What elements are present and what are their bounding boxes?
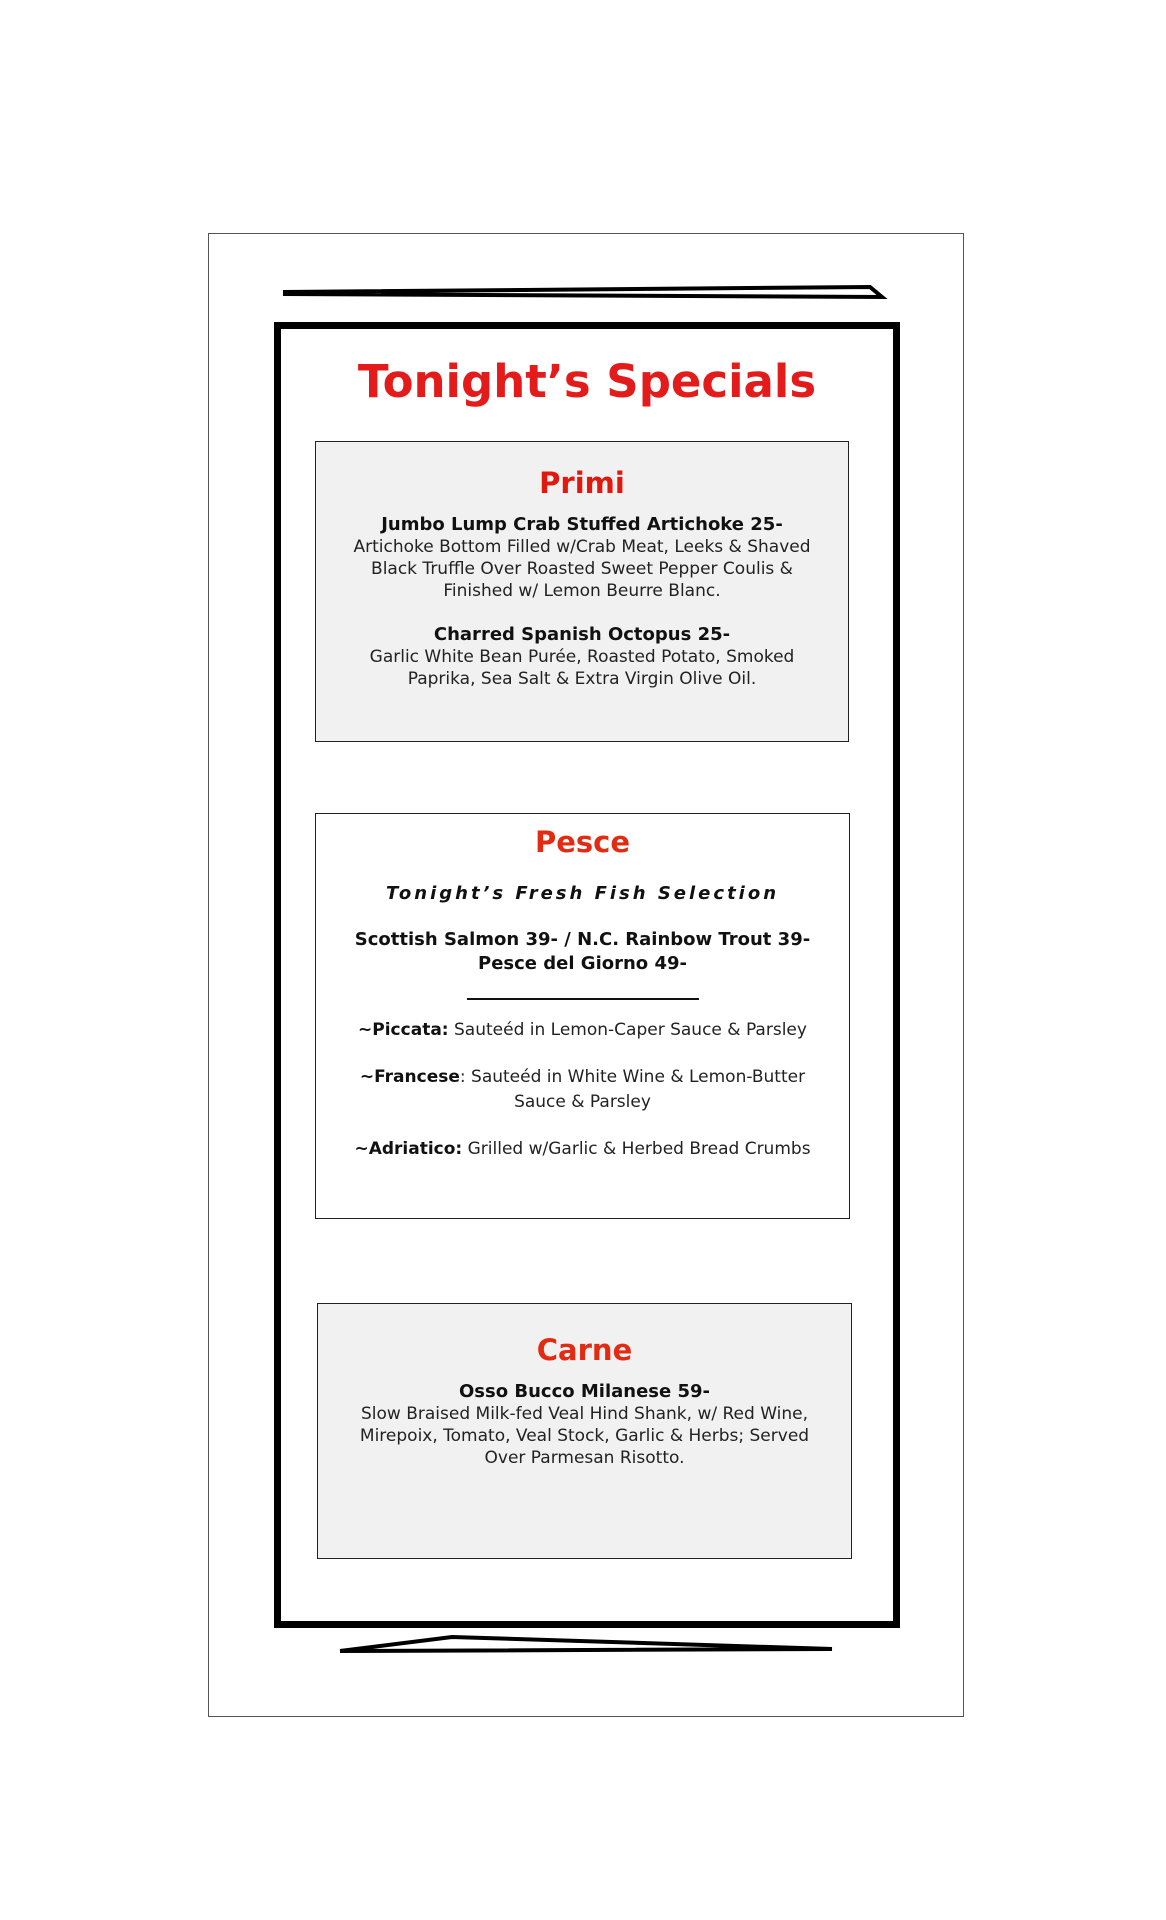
preparation-description: : Sauteéd in White Wine & Lemon-Butter Sauce & Parsley [459, 1067, 806, 1112]
primi-section [315, 441, 849, 742]
top-slanted-line [283, 287, 882, 297]
fish-line: Pesce del Giorno 49- [478, 953, 687, 974]
page-title: Tonight’s Specials [357, 355, 817, 408]
preparation-description: Grilled w/Garlic & Herbed Bread Crumbs [462, 1139, 811, 1159]
dish-name: Osso Bucco Milanese 59- [459, 1381, 710, 1402]
preparation-name: ~Francese [359, 1067, 460, 1087]
fish-line: Scottish Salmon 39- / N.C. Rainbow Trout 39- [354, 929, 811, 950]
preparation-item [334, 1065, 831, 1115]
primi-heading: Primi [539, 466, 625, 500]
dish-description: Slow Braised Milk-fed Veal Hind Shank, w/ Red Wine, Mirepoix, Tomato, Veal Stock, Garlic & Herbs; Served Over Parmesan Risotto. [359, 1404, 810, 1468]
preparation-name: ~Adriatico: [354, 1139, 463, 1159]
dish-name: Charred Spanish Octopus 25- [433, 624, 731, 645]
dish-description: Artichoke Bottom Filled w/Crab Meat, Leeks & Shaved Black Truffle Over Roasted Sweet Pepper Coulis & Finished w/ Lemon Beurre Blanc. [353, 537, 811, 601]
carne-dish [338, 1381, 831, 1469]
dish-description: Garlic White Bean Purée, Roasted Potato, Smoked Paprika, Sea Salt & Extra Virgin Olive Oil. [369, 647, 795, 689]
dish-name: Jumbo Lump Crab Stuffed Artichoke 25- [381, 514, 783, 535]
pesce-section [315, 813, 850, 1219]
carne-heading: Carne [536, 1333, 633, 1367]
preparation-item [334, 1018, 831, 1043]
preparation-item [334, 1137, 831, 1162]
pesce-heading: Pesce [534, 825, 631, 859]
carne-section [317, 1303, 852, 1559]
primi-dish [336, 514, 828, 602]
preparation-name: ~Piccata: [358, 1020, 449, 1040]
preparation-description: Sauteéd in Lemon-Caper Sauce & Parsley [448, 1020, 807, 1040]
fish-selection [316, 928, 849, 976]
fresh-fish-label: Tonight’s Fresh Fish Selection [385, 883, 780, 904]
primi-dish [336, 624, 828, 690]
bottom-slanted-line [340, 1637, 832, 1651]
divider-rule [467, 998, 699, 1000]
